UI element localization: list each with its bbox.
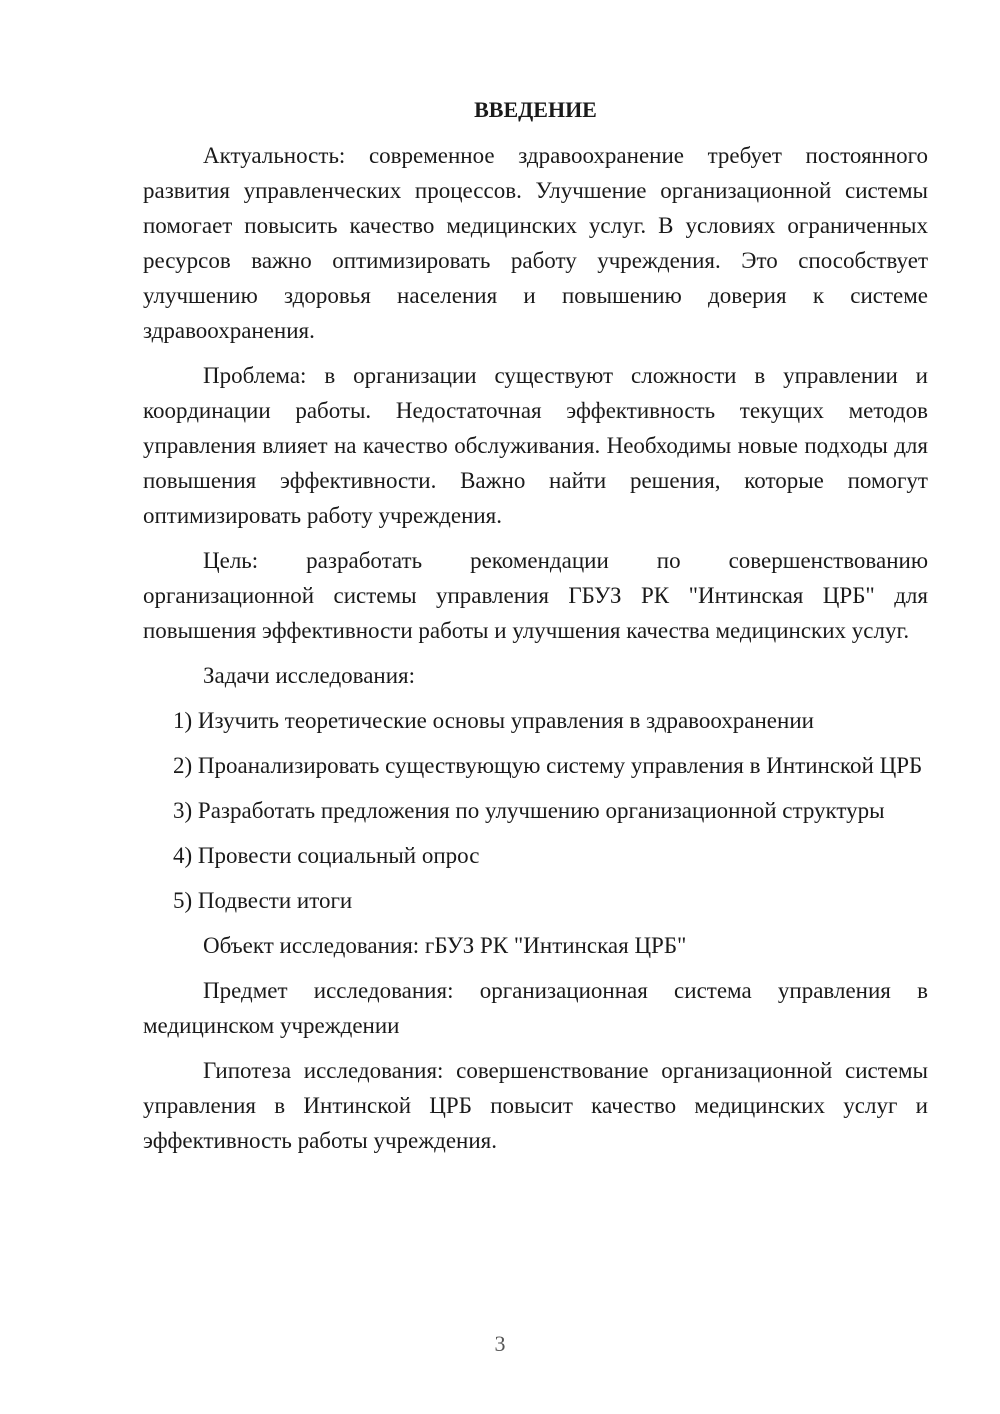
page-title: ВВЕДЕНИЕ xyxy=(474,97,597,122)
tasks-heading: Задачи исследования: xyxy=(203,663,416,688)
paragraph-problem: Проблема: в организации существуют сложности в управлении и координации работы. Недостаточная эффективность текущих методов управления влияет на качество обслуживания. Необходимы новые подходы для повышения эффективности. Важно найти решения, которые помогут оптимизировать работу учреждения. xyxy=(143,363,928,528)
task-item: 2) Проанализировать существующую систему управления в Интинской ЦРБ xyxy=(173,753,923,778)
paragraph-subject: Предмет исследования: организационная система управления в медицинском учреждении xyxy=(143,978,928,1038)
page-number: 3 xyxy=(494,1331,506,1356)
paragraph-goal: Цель: разработать рекомендации по совершенствованию организационной системы управления ГБУЗ РК "Интинская ЦРБ" для повышения эффективности работы и улучшения качества медицинских услуг. xyxy=(143,548,928,643)
task-item: 3) Разработать предложения по улучшению организационной структуры xyxy=(173,798,885,823)
task-item: 5) Подвести итоги xyxy=(173,888,353,913)
task-item: 1) Изучить теоретические основы управления в здравоохранении xyxy=(173,708,814,733)
paragraph-relevance: Актуальность: современное здравоохранение требует постоянного развития управленческих процессов. Улучшение организационной системы помогает повысить качество медицинских услуг. В условиях ограниченных ресурсов важно оптимизировать работу учреждения. Это способствует улучшению здоровья населения и повышению доверия к системе здравоохранения. xyxy=(143,143,928,343)
paragraph-object: Объект исследования: гБУЗ РК "Интинская ЦРБ" xyxy=(203,933,687,958)
task-item: 4) Провести социальный опрос xyxy=(173,843,480,868)
paragraph-hypothesis: Гипотеза исследования: совершенствование организационной системы управления в Интинской ЦРБ повысит качество медицинских услуг и эффективность работы учреждения. xyxy=(143,1058,928,1153)
document-body xyxy=(143,90,928,1168)
